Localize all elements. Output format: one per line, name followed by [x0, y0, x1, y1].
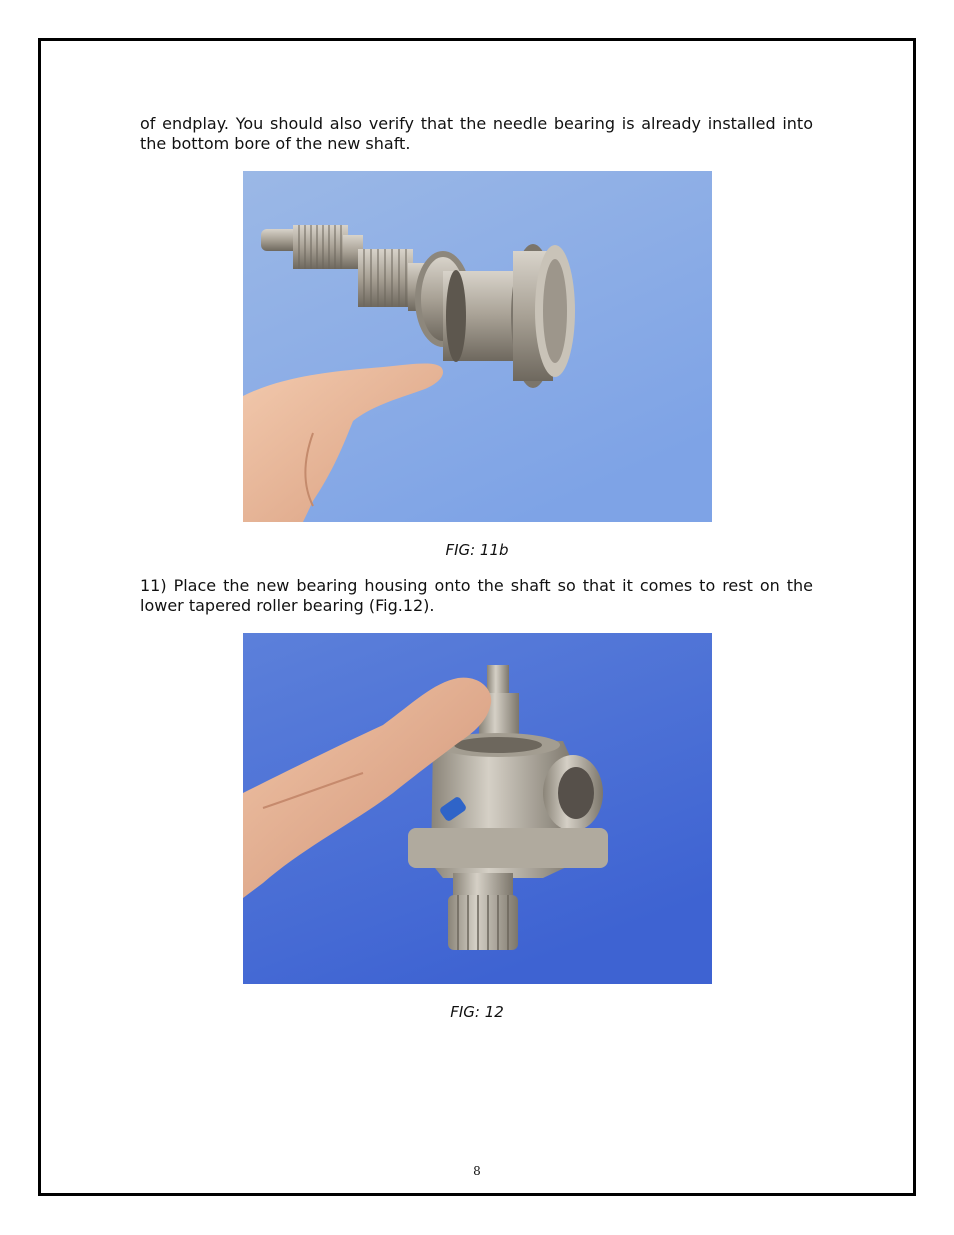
figure-12-photo: [243, 633, 712, 984]
figure-12-caption: FIG: 12: [450, 1003, 504, 1021]
figure-11b-photo: [243, 171, 712, 522]
page-number: 8: [473, 1164, 481, 1178]
figure-11b-caption: FIG: 11b: [445, 541, 509, 559]
body-paragraph-2: 11) Place the new bearing housing onto the shaft so that it comes to rest on the lower tapered roller bearing (Fig.12).: [140, 576, 813, 615]
body-paragraph-1: of endplay. You should also verify that the needle bearing is already installed into the bottom bore of the new shaft.: [140, 114, 813, 153]
